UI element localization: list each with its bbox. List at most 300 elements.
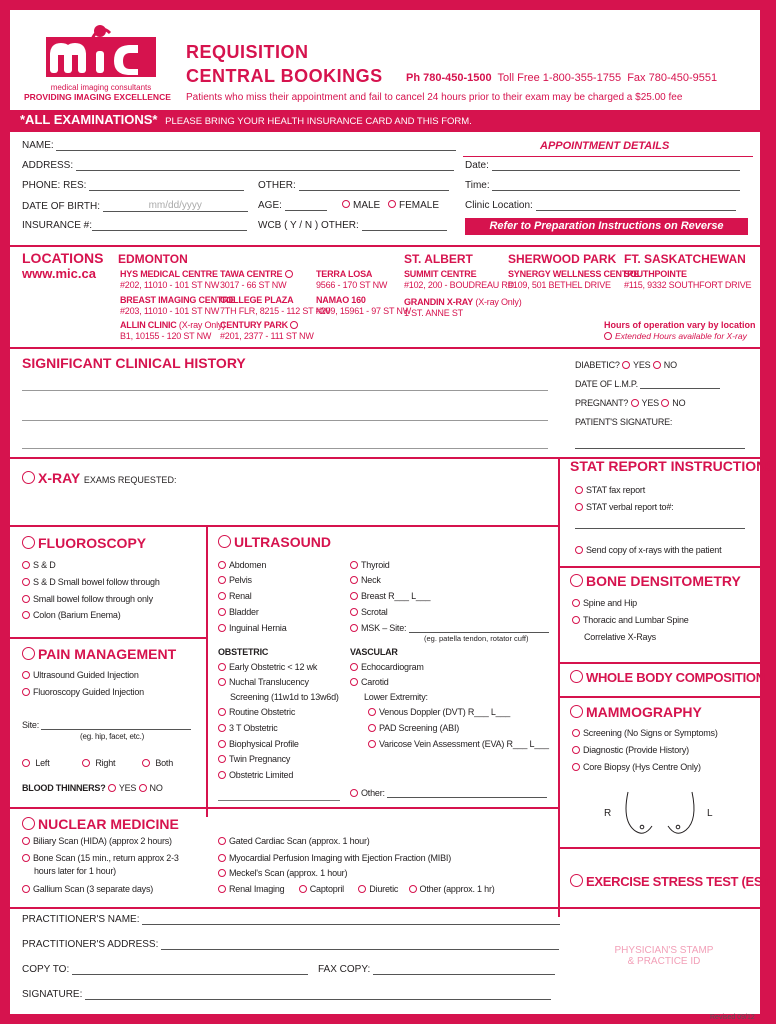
vas-radio[interactable] xyxy=(368,740,376,748)
us-label: MSK – Site: xyxy=(361,623,407,633)
physician-stamp-box[interactable] xyxy=(576,915,752,999)
renal-radio[interactable] xyxy=(218,885,226,893)
locations-title: LOCATIONS xyxy=(22,250,104,266)
us-left-border xyxy=(206,525,208,817)
us-other-radio[interactable] xyxy=(350,789,358,797)
site-label: Site: xyxy=(22,720,40,730)
loc-grandin xyxy=(404,297,522,307)
captopril-radio[interactable] xyxy=(299,885,307,893)
vas-item[interactable] xyxy=(350,677,389,687)
obs-radio[interactable] xyxy=(218,740,226,748)
bone-radio[interactable] xyxy=(572,599,580,607)
mammo-item[interactable] xyxy=(572,762,701,772)
send-copies-radio[interactable] xyxy=(575,546,583,554)
name-label: NAME: xyxy=(22,140,54,151)
requisition-form xyxy=(10,10,776,1021)
fluoro-label: Colon (Barium Enema) xyxy=(33,610,121,620)
diabetic-field xyxy=(575,360,677,370)
us-radio[interactable] xyxy=(350,576,358,584)
us-item[interactable] xyxy=(350,575,381,585)
obs-radio[interactable] xyxy=(218,678,226,686)
obs-label: Nuchal Translucency xyxy=(229,677,309,687)
left-label: Left xyxy=(35,758,50,768)
fax-copy-field[interactable] xyxy=(318,964,555,975)
no-label: NO xyxy=(663,360,677,370)
nm-radio[interactable] xyxy=(218,854,226,862)
wbc-checkbox[interactable] xyxy=(570,670,583,683)
nm-item[interactable] xyxy=(22,836,172,846)
mammo-title xyxy=(570,704,702,720)
obs-radio[interactable] xyxy=(218,663,226,671)
right-radio[interactable] xyxy=(82,759,90,767)
extended-text: Extended Hours available for X-ray xyxy=(615,331,747,341)
mammo-checkbox[interactable] xyxy=(570,705,583,718)
us-radio[interactable] xyxy=(218,592,226,600)
loc-namao: NAMAO 160 xyxy=(316,295,366,305)
obs-item[interactable] xyxy=(218,707,295,717)
us-item[interactable] xyxy=(218,591,252,601)
xray-title xyxy=(22,470,176,486)
stat-verbal-option[interactable] xyxy=(575,502,673,512)
nm-radio[interactable] xyxy=(22,854,30,862)
nm-label: Meckel's Scan (approx. 1 hour) xyxy=(229,868,348,878)
nm-bone-subtext: hours later for 1 hour) xyxy=(34,866,116,876)
stat-fax-radio[interactable] xyxy=(575,486,583,494)
nm-radio[interactable] xyxy=(22,885,30,893)
loc-college: COLLEGE PLAZA xyxy=(220,295,294,305)
us-item[interactable] xyxy=(350,560,390,570)
history-line-3[interactable] xyxy=(22,448,548,449)
clinic-label: Clinic Location: xyxy=(465,200,533,211)
us-item[interactable] xyxy=(218,623,287,633)
pain-label: Ultrasound Guided Injection xyxy=(33,670,139,680)
loc-summit: SUMMIT CENTRE xyxy=(404,269,477,279)
us-radio[interactable] xyxy=(350,592,358,600)
obs-item[interactable] xyxy=(218,739,299,749)
bone-item[interactable] xyxy=(572,598,637,608)
mammo-l-label: L xyxy=(707,808,713,819)
nm-radio[interactable] xyxy=(218,869,226,877)
thinners-yes-radio[interactable] xyxy=(108,784,116,792)
obs-label: Biophysical Profile xyxy=(229,739,299,749)
yes-label: YES xyxy=(633,360,651,370)
fluoro-label: S & D xyxy=(33,560,56,570)
stat-verbal-radio[interactable] xyxy=(575,503,583,511)
missed-appointment-notice: Patients who miss their appointment and fail to cancel 24 hours prior to their exam may be charged a $25.00 fee xyxy=(186,92,683,103)
fluoro-radio[interactable] xyxy=(22,595,30,603)
us-label: Scrotal xyxy=(361,607,388,617)
mammo-r-label: R xyxy=(604,808,612,819)
pain-title-text: PAIN MANAGEMENT xyxy=(38,646,177,662)
wbc-title-text: WHOLE BODY COMPOSITION xyxy=(586,670,765,685)
nuclear-checkbox[interactable] xyxy=(22,817,35,830)
yes-label: YES xyxy=(641,398,659,408)
stat-fax-option[interactable] xyxy=(575,485,645,495)
mammo-title-text: MAMMOGRAPHY xyxy=(586,704,702,720)
vas-item[interactable] xyxy=(350,662,424,672)
obs-item[interactable] xyxy=(218,677,309,687)
us-label: Inguinal Hernia xyxy=(229,623,287,633)
wcb-label: WCB ( Y / N ) OTHER: xyxy=(258,220,359,231)
send-copies-option[interactable] xyxy=(575,545,721,555)
loc-synergy-addr: #109, 501 BETHEL DRIVE xyxy=(508,280,611,290)
fluoro-title xyxy=(22,535,146,551)
pain-radio[interactable] xyxy=(22,688,30,696)
vas-label: Carotid xyxy=(361,677,389,687)
vas-label: Echocardiogram xyxy=(361,662,424,672)
sherwood-park-heading: SHERWOOD PARK xyxy=(508,252,617,266)
loc-terra: TERRA LOSA xyxy=(316,269,373,279)
loc-synergy: SYNERGY WELLNESS CENTRE xyxy=(508,269,640,279)
stat-title: STAT REPORT INSTRUCTIONS xyxy=(570,458,776,474)
mammo-radio[interactable] xyxy=(572,746,580,754)
vas-item[interactable] xyxy=(368,723,459,733)
mammo-item[interactable] xyxy=(572,728,718,738)
signature-label: SIGNATURE: xyxy=(22,989,83,1000)
vas-label: Venous Doppler (DVT) R___ L___ xyxy=(379,707,511,717)
bone-title xyxy=(570,573,741,589)
clock-icon xyxy=(290,321,298,329)
diabetic-no-radio[interactable] xyxy=(653,361,661,369)
obs-radio[interactable] xyxy=(218,724,226,732)
us-item[interactable] xyxy=(218,560,266,570)
us-item[interactable] xyxy=(218,575,252,585)
us-radio[interactable] xyxy=(350,608,358,616)
us-item[interactable] xyxy=(218,607,259,617)
stat-verbal-line[interactable] xyxy=(575,528,745,529)
nm-item[interactable] xyxy=(22,853,179,863)
us-checkbox[interactable] xyxy=(218,535,231,548)
vas-radio[interactable] xyxy=(350,663,358,671)
send-copies-label: Send copy of x-rays with the patient xyxy=(586,545,722,555)
bone-radio[interactable] xyxy=(572,616,580,624)
tawa-name: TAWA CENTRE xyxy=(220,269,283,279)
bone-checkbox[interactable] xyxy=(570,574,583,587)
dob-placeholder: mm/dd/yyyy xyxy=(103,200,248,212)
form-subtitle: CENTRAL BOOKINGS xyxy=(186,66,383,86)
yes-label: YES xyxy=(118,783,137,793)
us-label: Thyroid xyxy=(361,560,390,570)
history-title: SIGNIFICANT CLINICAL HISTORY xyxy=(22,355,246,371)
clock-icon xyxy=(604,332,612,340)
st-albert-heading: ST. ALBERT xyxy=(404,252,473,266)
practitioner-label: PRACTITIONER'S NAME: xyxy=(22,914,140,925)
address-label: ADDRESS: xyxy=(22,160,74,171)
copy-label: COPY TO: xyxy=(22,964,70,975)
pain-radio[interactable] xyxy=(22,671,30,679)
renal-label: Renal Imaging xyxy=(229,884,285,894)
nm-label: Gated Cardiac Scan (approx. 1 hour) xyxy=(229,836,370,846)
age-label: AGE: xyxy=(258,200,282,211)
obs-item[interactable] xyxy=(218,770,293,780)
hours-note: Hours of operation vary by location xyxy=(604,320,756,330)
bone-item[interactable] xyxy=(572,615,689,625)
bone-label: Thoracic and Lumbar Spine xyxy=(583,615,689,625)
phone-fax: Fax 780-450-9551 xyxy=(627,72,718,84)
pain-item[interactable] xyxy=(22,687,144,697)
mammo-label: Core Biopsy (Hys Centre Only) xyxy=(583,762,701,772)
mic-logo xyxy=(46,25,156,97)
pregnant-field xyxy=(575,398,685,408)
fluoro-label: Small bowel follow through only xyxy=(33,594,153,604)
logo-subtitle: medical imaging consultants xyxy=(50,83,152,92)
us-title-text: ULTRASOUND xyxy=(234,534,331,550)
us-radio[interactable] xyxy=(218,576,226,584)
vas-radio[interactable] xyxy=(350,678,358,686)
male-radio-icon[interactable] xyxy=(342,200,350,208)
logo-tagline: PROVIDING IMAGING EXCELLENCE xyxy=(24,92,171,102)
allin-name: ALLIN CLINIC xyxy=(120,320,177,330)
history-line-1[interactable] xyxy=(22,390,548,391)
diabetic-label: DIABETIC? xyxy=(575,360,620,370)
nm-renal-row xyxy=(218,884,495,894)
phone-res-field[interactable] xyxy=(22,180,244,191)
insurance-field[interactable] xyxy=(22,220,247,231)
us-radio[interactable] xyxy=(350,624,358,632)
nm-label: Bone Scan (15 min., return approx 2-3 xyxy=(33,853,179,863)
us-other-field[interactable] xyxy=(350,788,547,798)
nm-item[interactable] xyxy=(218,836,370,846)
wcb-field[interactable] xyxy=(258,220,447,231)
thinners-no-radio[interactable] xyxy=(139,784,147,792)
vas-item[interactable] xyxy=(368,739,549,749)
phone-tollfree: Toll Free 1-800-355-1755 xyxy=(497,72,622,84)
xray-top-rule xyxy=(10,457,558,459)
nm-label: Gallium Scan (3 separate days) xyxy=(33,884,154,894)
loc-southpointe: SOUTHPOINTE xyxy=(624,269,687,279)
pain-site-hint: (eg. hip, facet, etc.) xyxy=(80,732,145,741)
mammo-item[interactable] xyxy=(572,745,689,755)
nm-item[interactable] xyxy=(218,868,347,878)
thinners-label: BLOOD THINNERS? xyxy=(22,783,106,793)
us-radio[interactable] xyxy=(350,561,358,569)
date-field[interactable] xyxy=(465,160,740,171)
mammo-top-rule xyxy=(558,696,760,698)
all-exams-banner xyxy=(10,110,760,132)
prep-instructions-box: Refer to Preparation Instructions on Reverse xyxy=(465,218,748,235)
loc-namao-addr: #209, 15961 - 97 ST NW xyxy=(316,306,411,316)
us-radio[interactable] xyxy=(218,561,226,569)
fluoro-radio[interactable] xyxy=(22,561,30,569)
obs-radio[interactable] xyxy=(218,755,226,763)
history-top-rule xyxy=(10,347,760,349)
signature-field[interactable] xyxy=(22,989,551,1000)
male-option[interactable] xyxy=(342,200,380,211)
appointment-title: APPOINTMENT DETAILS xyxy=(540,140,670,152)
female-option[interactable] xyxy=(388,200,439,211)
stamp-line-1: PHYSICIAN'S STAMP xyxy=(614,945,714,956)
vas-radio[interactable] xyxy=(368,708,376,716)
pain-right-option[interactable] xyxy=(82,758,115,768)
patient-signature-line[interactable] xyxy=(575,448,745,449)
fluoro-radio[interactable] xyxy=(22,611,30,619)
clinic-location-field[interactable] xyxy=(465,200,736,211)
phone-numbers xyxy=(406,72,717,84)
address-field[interactable] xyxy=(22,160,454,171)
obs-item[interactable] xyxy=(218,754,290,764)
banner-text: PLEASE BRING YOUR HEALTH INSURANCE CARD AND THIS FORM. xyxy=(165,116,472,127)
us-label: Pelvis xyxy=(229,575,252,585)
practitioner-address-field[interactable] xyxy=(22,939,559,950)
pain-both-option[interactable] xyxy=(142,758,173,768)
pregnant-yes-radio[interactable] xyxy=(631,399,639,407)
name-field[interactable] xyxy=(22,140,456,151)
fluoro-checkbox[interactable] xyxy=(22,536,35,549)
nm-radio[interactable] xyxy=(218,837,226,845)
loc-century xyxy=(220,320,301,330)
wbc-title xyxy=(570,670,765,685)
stat-verbal-label: STAT verbal report to#: xyxy=(586,502,674,512)
lmp-field[interactable] xyxy=(575,379,720,389)
est-top-rule xyxy=(558,847,760,849)
diabetic-yes-radio[interactable] xyxy=(622,361,630,369)
fluoro-label: S & D Small bowel follow through xyxy=(33,577,160,587)
lmp-label: DATE OF L.M.P. xyxy=(575,379,638,389)
fluoro-item[interactable] xyxy=(22,577,160,587)
us-item[interactable] xyxy=(350,591,430,601)
extended-hours-note xyxy=(604,331,747,341)
breast-diagram-icon[interactable] xyxy=(620,790,700,840)
msk-hint: (eg. patella tendon, rotator cuff) xyxy=(424,634,529,643)
pain-top-rule xyxy=(10,637,206,639)
est-title-text: EXERCISE STRESS TEST (EST) xyxy=(586,874,774,889)
other-label: OTHER: xyxy=(258,180,296,191)
obs-radio[interactable] xyxy=(218,708,226,716)
nuclear-top-rule xyxy=(10,807,558,809)
loc-summit-addr: #102, 200 - BOUDREAU RD xyxy=(404,280,514,290)
website-url[interactable]: www.mic.ca xyxy=(22,266,96,281)
obs-item[interactable] xyxy=(218,662,317,672)
loc-breast: BREAST IMAGING CENTRE xyxy=(120,295,235,305)
fluoro-radio[interactable] xyxy=(22,578,30,586)
us-label: Bladder xyxy=(229,607,259,617)
mic-logo-graphic xyxy=(46,25,156,77)
female-label: FEMALE xyxy=(399,200,440,211)
loc-hys: HYS MEDICAL CENTRE xyxy=(120,269,218,279)
nm-label: Biliary Scan (HIDA) (approx 2 hours) xyxy=(33,836,172,846)
mammo-radio[interactable] xyxy=(572,729,580,737)
bone-top-rule xyxy=(558,566,760,568)
us-other-label: Other: xyxy=(361,788,385,798)
stamp-line-2: & PRACTICE ID xyxy=(627,956,701,967)
phone-main: Ph 780-450-1500 xyxy=(406,72,492,84)
century-name: CENTURY PARK xyxy=(220,320,288,330)
loc-allin-addr: B1, 10155 - 120 ST NW xyxy=(120,331,212,341)
both-label: Both xyxy=(155,758,174,768)
time-field[interactable] xyxy=(465,180,740,191)
loc-hys-addr: #202, 11010 - 101 ST NW xyxy=(120,280,220,290)
nuclear-title-text: NUCLEAR MEDICINE xyxy=(38,816,179,832)
locations-top-rule xyxy=(10,245,760,247)
obs-label: Twin Pregnancy xyxy=(229,754,291,764)
xray-checkbox[interactable] xyxy=(22,471,35,484)
insurance-label: INSURANCE #: xyxy=(22,220,93,231)
diuretic-radio[interactable] xyxy=(358,885,366,893)
est-title xyxy=(570,874,774,889)
vas-radio[interactable] xyxy=(368,724,376,732)
edmonton-heading: EDMONTON xyxy=(118,252,188,266)
loc-southpointe-addr: #115, 9332 SOUTHFORT DRIVE xyxy=(624,280,752,290)
vas-item[interactable] xyxy=(368,707,510,717)
obs-label: Early Obstetric < 12 wk xyxy=(229,662,318,672)
nm-other-label: Other (approx. 1 hr) xyxy=(419,884,495,894)
us-label: Neck xyxy=(361,575,381,585)
banner-bold: *ALL EXAMINATIONS* xyxy=(20,112,158,127)
us-item-msk[interactable] xyxy=(350,623,549,633)
pain-checkbox[interactable] xyxy=(22,647,35,660)
vascular-heading: VASCULAR xyxy=(350,647,398,657)
right-label: Right xyxy=(95,758,116,768)
time-label: Time: xyxy=(465,180,490,191)
fluoro-item[interactable] xyxy=(22,560,56,570)
revised-date: Revised 09/12 xyxy=(710,1014,755,1021)
fluoro-item[interactable] xyxy=(22,594,153,604)
loc-college-addr: 7TH FLR, 8215 - 112 ST NW xyxy=(220,306,331,316)
dob-field[interactable] xyxy=(22,200,248,212)
female-radio-icon[interactable] xyxy=(388,200,396,208)
vas-label: Varicose Vein Assessment (EVA) R___ L___ xyxy=(379,739,549,749)
est-checkbox[interactable] xyxy=(570,874,583,887)
us-radio[interactable] xyxy=(218,624,226,632)
other-phone-field[interactable] xyxy=(258,180,449,191)
lower-extremity-label: Lower Extremity: xyxy=(364,692,428,702)
prac-address-label: PRACTITIONER'S ADDRESS: xyxy=(22,939,159,950)
us-item[interactable] xyxy=(350,607,388,617)
us-label: Abdomen xyxy=(229,560,267,570)
nm-item[interactable] xyxy=(22,884,153,894)
vas-label: PAD Screening (ABI) xyxy=(379,723,460,733)
mammo-radio[interactable] xyxy=(572,763,580,771)
loc-century-addr: #201, 2377 - 111 ST NW xyxy=(220,331,314,341)
both-radio[interactable] xyxy=(142,759,150,767)
date-label: Date: xyxy=(465,160,489,171)
obs-item[interactable] xyxy=(218,723,278,733)
nm-other-radio[interactable] xyxy=(409,885,417,893)
no-label: NO xyxy=(149,783,163,793)
age-field[interactable] xyxy=(258,200,327,211)
appointment-divider xyxy=(463,156,753,157)
copy-to-field[interactable] xyxy=(22,964,308,975)
obs-radio[interactable] xyxy=(218,771,226,779)
practitioner-name-field[interactable] xyxy=(22,914,560,925)
us-other-left-line[interactable] xyxy=(218,800,340,801)
pain-left-option[interactable] xyxy=(22,758,50,768)
loc-tawa-addr: 3017 - 66 ST NW xyxy=(220,280,287,290)
stat-fax-label: STAT fax report xyxy=(586,485,646,495)
history-line-2[interactable] xyxy=(22,420,548,421)
fluoro-top-rule xyxy=(10,525,558,527)
nm-label: Myocardial Perfusion Imaging with Ejection Fraction (MIBI) xyxy=(229,853,451,863)
nm-radio[interactable] xyxy=(22,837,30,845)
us-label: Breast R___ L___ xyxy=(361,591,431,601)
obs-label: Obstetric Limited xyxy=(229,770,294,780)
us-radio[interactable] xyxy=(218,608,226,616)
blood-thinners-field xyxy=(22,783,163,793)
us-label: Renal xyxy=(229,591,252,601)
pregnant-no-radio[interactable] xyxy=(661,399,669,407)
fluoro-title-text: FLUOROSCOPY xyxy=(38,535,147,551)
left-radio[interactable] xyxy=(22,759,30,767)
correlative-note: Correlative X-Rays xyxy=(584,632,656,642)
male-label: MALE xyxy=(353,200,381,211)
bone-title-text: BONE DENSITOMETRY xyxy=(586,573,741,589)
pain-site-field[interactable] xyxy=(22,720,191,730)
pain-item[interactable] xyxy=(22,670,139,680)
nm-item[interactable] xyxy=(218,853,451,863)
wbc-top-rule xyxy=(558,662,760,664)
bone-label: Spine and Hip xyxy=(583,598,637,608)
fluoro-item[interactable] xyxy=(22,610,121,620)
